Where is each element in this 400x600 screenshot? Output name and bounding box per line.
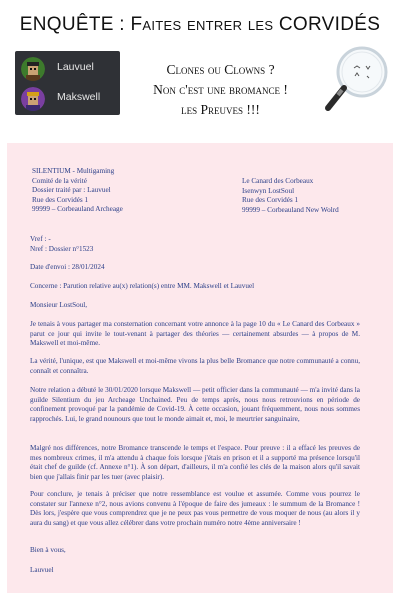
tagline-line-1: Clones ou Clowns ?: [166, 62, 275, 77]
greeting: Monsieur LostSoul,: [30, 301, 88, 309]
paragraph-5: Pour conclure, je tenais à préciser que notre ressemblance est voulue et assumée. Comme vous pourrez le constater sur l'annexe n°2, nous avions convenu à l'époque de faire des jumeaux : le summum de la Bromance ! Dès lors, j'espère que vous comprendrez que je ne peux pas vous permettre de vous moquer de nous (au alors il y aura du sang) et que vous allez célébrer dans votre prochain numéro notre 4ème anniversaire !: [30, 490, 360, 527]
tagline: [123, 60, 318, 120]
sender-address: [32, 167, 123, 215]
sender-line: Rue des Corvidés 1: [32, 195, 89, 204]
closing: Bien à vous,: [30, 546, 66, 554]
nref: Nref : Dossier n°1523: [30, 244, 94, 253]
sender-line: 99999 – Corbeauland Archeage: [32, 205, 123, 213]
recipient-address: [242, 177, 339, 215]
signature: Lauvuel: [30, 566, 54, 574]
magnifying-glass-icon: [322, 38, 394, 128]
discord-user-list: [15, 51, 120, 115]
send-date: Date d'envoi : 28/01/2024: [30, 263, 105, 271]
recipient-line: 99999 – Corbeauland New Wolrd: [242, 205, 339, 214]
tagline-line-3: les Preuves !!!: [181, 102, 260, 117]
sender-line: Dossier traité par : Lauvuel: [32, 186, 111, 194]
vref: Vref : -: [30, 235, 51, 243]
subject-line: Concerne : Parution relative au(x) relation(s) entre MM. Makswell et Lauvuel: [30, 282, 255, 290]
recipient-line: Isenwyn LostSoul: [242, 186, 295, 195]
recipient-line: Le Canard des Corbeaux: [242, 177, 314, 185]
paragraph-2: La vérité, l'unique, est que Makswell et moi-même vivons la plus belle Bromance que notre communauté a connu, connaît et connaîtra.: [30, 357, 360, 375]
page-title: [0, 14, 400, 36]
reference-block: [30, 235, 360, 254]
username-label: Makswell: [57, 91, 101, 103]
avatar: [21, 87, 45, 111]
discord-user-lauvuel: [19, 55, 119, 83]
title-main: Faites entrer les CORVIDÉS: [130, 14, 381, 35]
paragraph-4: Malgré nos différences, notre Bromance transcende le temps et l'espace. Pour preuve : il a effacé les preuves de mes nombreux crimes, il m'a attendu à chaque fois lorsque j'étais en prison et il a supporté ma présence lorsqu'il était chef de guilde (cf. Annexe n°1). À son départ, d'ailleurs, il m'a confié les clés de la maison alors qu'il savait bien que j'allais finir par les tuer (avec plaisir).: [30, 444, 360, 481]
paragraph-3: Notre relation a débuté le 30/01/2020 lorsque Makswell — petit officier dans la communauté — m'a invité dans la guilde Silentium du jeu Archeage Unchained. Peu de temps après, nous nous retrouvions en période de confinement provoqué par la pandémie de Covid-19. À cette occasion, jouant fréquemment, nous nous sommes rapprochés. Lui, le grand nounours que tout le monde aimait et, moi, le meurtrier sanguinaire,: [30, 386, 360, 423]
tagline-line-2: Non c'est une bromance !: [153, 82, 288, 97]
recipient-line: Rue des Corvidés 1: [242, 196, 299, 204]
discord-user-makswell: [19, 85, 119, 113]
sender-line: SILENTIUM - Multigaming: [32, 167, 115, 175]
paragraph-1: Je tenais à vous partager ma consternation concernant votre annonce à la page 10 du « Le Canard des Corbeaux » parut ce jour qui invite le tout-venant à partager des théories — certainement absurdes — à propos de M. Makswell et moi-même.: [30, 320, 360, 347]
sender-line: Comité de la vérité: [32, 176, 87, 185]
avatar: [21, 57, 45, 81]
title-prefix: ENQUÊTE :: [19, 14, 131, 35]
username-label: Lauvuel: [57, 61, 94, 73]
